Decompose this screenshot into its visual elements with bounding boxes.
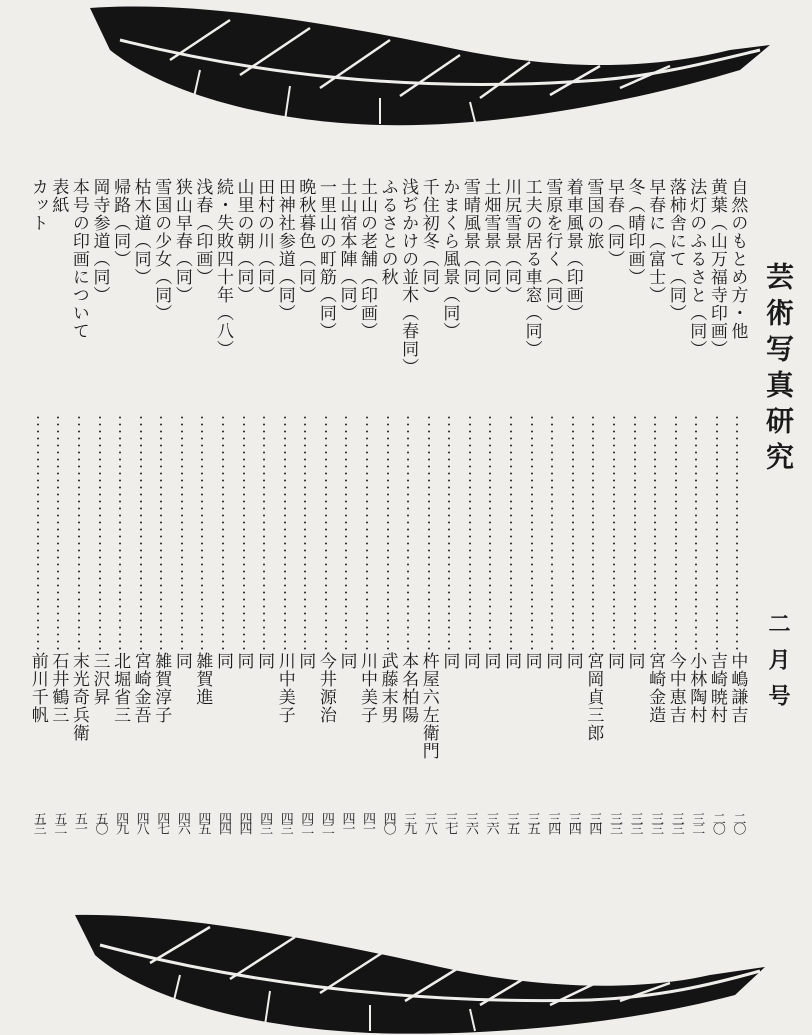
toc-entry-page: 四三	[277, 812, 293, 832]
toc-entry-page: 三八	[421, 812, 437, 832]
toc-entry-title: 晩秋暮色（同）	[295, 178, 316, 304]
toc-entry-page: 二〇	[709, 812, 725, 832]
leaf-ornament-bottom	[70, 905, 770, 1035]
toc-entry-title: 岡寺参道（同）	[89, 178, 110, 304]
toc-entry-title: 狭山早春（同）	[171, 178, 192, 304]
toc-entry-author: 同	[459, 652, 480, 670]
toc-entry-author: 同	[624, 652, 645, 670]
toc-entry-page: 三四	[565, 812, 581, 832]
toc-entry-page: 五二	[51, 812, 67, 832]
leader-dots	[78, 414, 80, 650]
leader-dots	[736, 414, 738, 650]
leader-dots	[654, 414, 656, 650]
table-of-contents	[26, 178, 746, 840]
toc-entry-title: 表紙	[48, 178, 69, 214]
toc-entry	[26, 178, 47, 840]
toc-entry-title: 田村の川（同）	[254, 178, 275, 304]
toc-entry-title: 雪晴風景（同）	[459, 178, 480, 304]
leader-dots	[140, 414, 142, 650]
leader-dots	[345, 414, 347, 650]
toc-entry-author: 同	[233, 652, 254, 670]
toc-entry-author: 同	[295, 652, 316, 670]
toc-entry-title: かまくら風景（同）	[439, 178, 460, 340]
toc-entry-page: 四五	[195, 812, 211, 832]
toc-entry-page: 三三	[668, 812, 684, 832]
toc-entry-author: 末光奇兵衛	[68, 652, 89, 742]
leader-dots	[531, 414, 533, 650]
toc-entry-title: 川尻雪景（同）	[501, 178, 522, 304]
toc-entry-title: 冬（晴印画）	[624, 178, 645, 286]
toc-entry-author: 宮岡貞三郎	[583, 652, 604, 742]
toc-entry-author: 雑賀進	[192, 652, 213, 706]
leader-dots	[448, 414, 450, 650]
toc-entry-title: 帰路（同）	[110, 178, 131, 268]
toc-entry-author: 小林陶村	[686, 652, 707, 724]
leader-dots	[592, 414, 594, 650]
toc-entry-page: 三九	[401, 812, 417, 832]
toc-entry-title: 早春（同）	[603, 178, 624, 268]
toc-entry-author: 本名柏陽	[398, 652, 419, 724]
toc-entry-author: 宮崎金吾	[130, 652, 151, 724]
toc-entry-author: 三沢昇	[89, 652, 110, 706]
toc-entry-page: 四九	[113, 812, 129, 832]
toc-entry-title: 一里山の町筋（同）	[315, 178, 336, 340]
toc-entry-title: 黄葉（山万福寺印画）	[706, 178, 727, 358]
toc-entry-author: 前川千帆	[27, 652, 48, 724]
leader-dots	[304, 414, 306, 650]
leader-dots	[99, 414, 101, 650]
leader-dots	[428, 414, 430, 650]
toc-entry-author: 杵屋六左衛門	[418, 652, 439, 760]
toc-entry-author: 同	[603, 652, 624, 670]
leader-dots	[469, 414, 471, 650]
toc-entry-title: 自然のもとめ方・他	[727, 178, 748, 340]
toc-entry-page: 四六	[174, 812, 190, 832]
leader-dots	[675, 414, 677, 650]
toc-entry-page: 三三	[648, 812, 664, 832]
leader-dots	[407, 414, 409, 650]
magazine-title: 芸術写真研究	[762, 262, 795, 478]
leader-dots	[37, 414, 39, 650]
toc-entry-title: 雪原を行く（同）	[542, 178, 563, 322]
toc-entry-title: ふるさとの秋	[377, 178, 398, 286]
toc-entry-title: 浅ぢかけの並木（春同）	[398, 178, 419, 376]
leader-dots	[119, 414, 121, 650]
toc-entry-page: 五三	[30, 812, 46, 832]
toc-entry-title: 山里の朝（同）	[233, 178, 254, 304]
toc-entry-author: 同	[521, 652, 542, 670]
toc-entry-author: 今中恵吉	[665, 652, 686, 724]
leader-dots	[634, 414, 636, 650]
toc-entry-page: 四一	[360, 812, 376, 832]
toc-entry-author: 同	[501, 652, 522, 670]
toc-entry-author: 同	[254, 652, 275, 670]
leader-dots	[489, 414, 491, 650]
toc-entry-title: 着車風景（印画）	[562, 178, 583, 322]
toc-entry-author: 石井鶴三	[48, 652, 69, 724]
leader-dots	[160, 414, 162, 650]
toc-entry-title: 早春に（富士）	[645, 178, 666, 304]
toc-entry-page: 三五	[504, 812, 520, 832]
toc-entry-page: 五〇	[92, 812, 108, 832]
leader-dots	[695, 414, 697, 650]
toc-entry-page: 二〇	[730, 812, 746, 832]
toc-entry-page: 三七	[442, 812, 458, 832]
leader-dots	[387, 414, 389, 650]
leader-dots	[716, 414, 718, 650]
toc-entry-author: 川中美子	[274, 652, 295, 724]
leader-dots	[201, 414, 203, 650]
toc-entry-author: 同	[171, 652, 192, 670]
leader-dots	[366, 414, 368, 650]
toc-entry-page: 三六	[483, 812, 499, 832]
toc-entry-page: 五一	[71, 812, 87, 832]
toc-entry-page: 三四	[545, 812, 561, 832]
toc-entry-title: 土山の老舗（印画）	[357, 178, 378, 340]
toc-entry-author: 武藤末男	[377, 652, 398, 724]
toc-entry-page: 四一	[339, 812, 355, 832]
toc-entry-title: 工夫の居る車窓（同）	[521, 178, 542, 358]
toc-entry-page: 四二	[318, 812, 334, 832]
toc-entry-title: 田神社参道（同）	[274, 178, 295, 322]
toc-entry-page: 三三	[606, 812, 622, 832]
toc-entry-author: 中嶋謙吉	[727, 652, 748, 724]
toc-entry-page: 四〇	[380, 812, 396, 832]
toc-entry-page: 四八	[133, 812, 149, 832]
toc-entry-title: カット	[27, 178, 48, 232]
leader-dots	[510, 414, 512, 650]
toc-entry-author: 吉崎暁村	[706, 652, 727, 724]
toc-entry-title: 浅春（印画）	[192, 178, 213, 286]
toc-entry-page: 四四	[236, 812, 252, 832]
leader-dots	[57, 414, 59, 650]
toc-entry-author: 川中美子	[357, 652, 378, 724]
toc-entry-page: 三六	[462, 812, 478, 832]
toc-entry-author: 同	[439, 652, 460, 670]
toc-entry-title: 本号の印画について	[68, 178, 89, 340]
toc-entry-author: 同	[212, 652, 233, 670]
leader-dots	[551, 414, 553, 650]
leader-dots	[325, 414, 327, 650]
toc-entry-page: 四七	[154, 812, 170, 832]
toc-entry-page: 三五	[524, 812, 540, 832]
toc-entry-title: 雪国の少女（同）	[151, 178, 172, 322]
toc-entry-author: 同	[542, 652, 563, 670]
toc-entry-page: 四三	[257, 812, 273, 832]
toc-entry-author: 同	[336, 652, 357, 670]
toc-entry-author: 宮崎金造	[645, 652, 666, 724]
toc-entry-title: 土畑雪景（同）	[480, 178, 501, 304]
toc-entry-title: 落柿舎にて（同）	[665, 178, 686, 322]
toc-entry-page: 四四	[215, 812, 231, 832]
toc-entry-title: 法灯のふるさと（同）	[686, 178, 707, 358]
leader-dots	[222, 414, 224, 650]
toc-entry-author: 今井源治	[315, 652, 336, 724]
leader-dots	[572, 414, 574, 650]
toc-entry-title: 続・失敗四十年（八）	[212, 178, 233, 358]
leader-dots	[181, 414, 183, 650]
toc-entry-author: 北堀省三	[110, 652, 131, 724]
leader-dots	[263, 414, 265, 650]
leaf-ornament-top	[80, 0, 780, 135]
toc-entry-page: 四二	[298, 812, 314, 832]
toc-entry-page: 三四	[586, 812, 602, 832]
toc-entry-page: 三三	[627, 812, 643, 832]
leader-dots	[613, 414, 615, 650]
issue-label: 二月号	[765, 612, 791, 720]
toc-entry-title: 雪国の旅	[583, 178, 604, 250]
toc-entry-author: 同	[562, 652, 583, 670]
toc-entry-author: 同	[480, 652, 501, 670]
toc-entry-title: 千住初冬（同）	[418, 178, 439, 304]
toc-entry-title: 枯木道（同）	[130, 178, 151, 286]
toc-entry-title: 土山宿本陣（同）	[336, 178, 357, 322]
toc-entry-author: 雑賀淳子	[151, 652, 172, 724]
leader-dots	[243, 414, 245, 650]
leader-dots	[284, 414, 286, 650]
toc-entry-page: 三二	[689, 812, 705, 832]
